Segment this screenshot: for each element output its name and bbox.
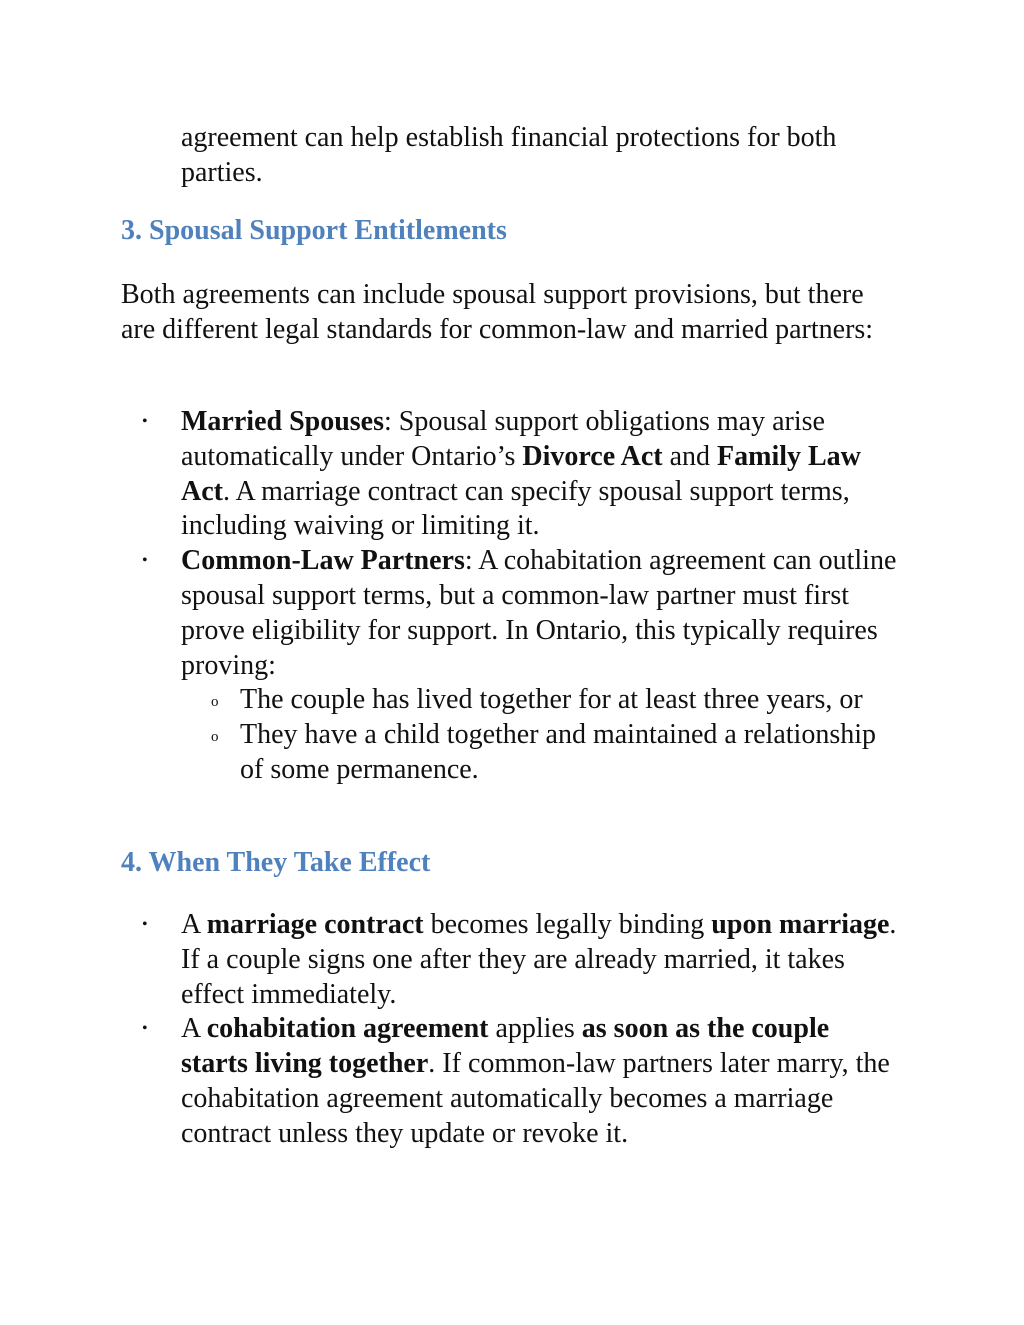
bullet-icon: • [142,413,148,430]
bullet-icon: • [142,552,148,570]
circle-bullet-icon: o [211,729,219,746]
section-intro-paragraph: Both agreements can include spousal support provisions, but there are different legal standards for common-law and married partners: [121,279,874,345]
sublist-item [181,718,880,788]
sublist-item [181,683,880,718]
term-living-together: as soon as the couple starts living together [181,1013,830,1080]
item-text: : Spousal support obligations may arise automatically under Ontario’s [181,406,825,472]
item-text: A [181,1013,207,1045]
paragraph-continuation: agreement can help establish financial protections for both parties. [181,122,837,188]
item-text: : A cohabitation agreement can outline spousal support terms, but a common-law partner must first prove eligibility for support. In Ontario, this typically requires proving: [181,545,897,681]
term-common-law-partners: Common-Law Partners [181,545,465,577]
term-family-law-act: Family Law Act [181,440,861,507]
list-item-common-law-partners [0,544,901,788]
term-married-spouses: Married Spouses [181,406,384,437]
item-text: . A marriage contract can specify spousal support terms, including waiving or limiting it. [181,475,850,542]
sublist-item-text: They have a child together and maintained a relationship of some permanence. [240,719,876,785]
spousal-support-list [0,405,1024,788]
bullet-icon: • [142,1020,148,1038]
take-effect-list [0,908,1024,1152]
circle-bullet-icon: o [211,694,219,711]
bullet-icon: • [142,916,148,933]
term-divorce-act: Divorce Act [522,440,663,472]
item-text: and [662,440,718,472]
item-text: applies [488,1013,582,1045]
eligibility-sublist [181,683,901,787]
term-marriage-contract: marriage contract [206,909,424,940]
list-item-cohabitation-agreement [0,1012,901,1151]
section-heading-take-effect: 4. When They Take Effect [121,847,431,878]
item-text: becomes legally binding [423,909,712,940]
item-text: . If a couple signs one after they are already married, it takes effect immediately. [181,909,897,1010]
term-cohabitation-agreement: cohabitation agreement [206,1013,489,1045]
list-item-married-spouses [0,405,901,544]
list-item-marriage-contract [0,908,901,1012]
item-text: . If common-law partners later marry, the cohabitation agreement automatically becomes a marriage contract unless they update or revoke it. [181,1048,890,1149]
item-text: A [181,909,207,940]
section-heading-spousal-support: 3. Spousal Support Entitlements [121,215,507,246]
term-upon-marriage: upon marriage [711,909,890,940]
sublist-item-text: The couple has lived together for at least three years, or [240,684,863,716]
